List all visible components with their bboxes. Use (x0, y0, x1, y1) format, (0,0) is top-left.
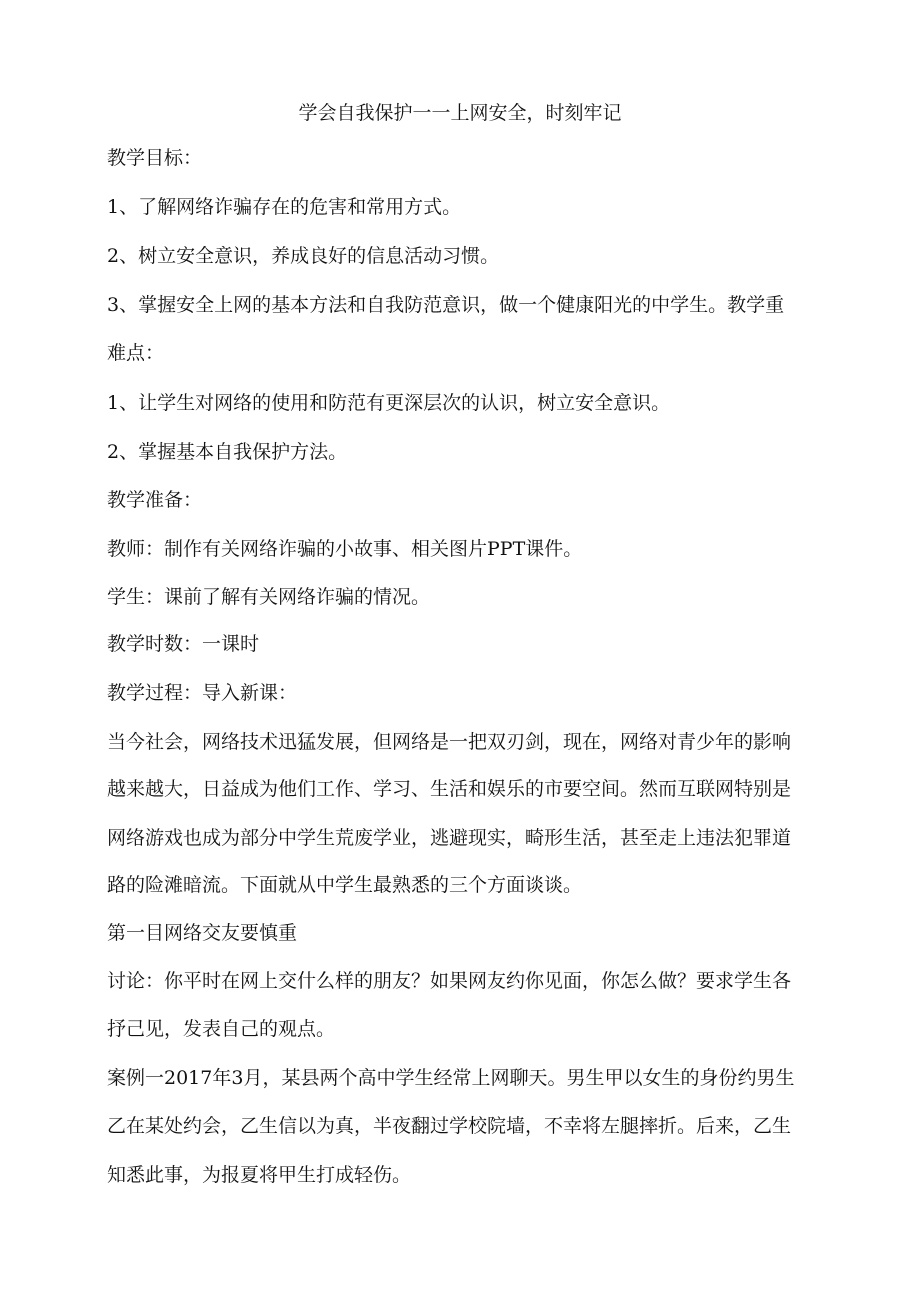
text-line: 教学目标： (107, 147, 203, 169)
text-line: 抒己见，发表自己的观点。 (107, 1018, 336, 1040)
text-line: 学生：课前了解有关网络诈骗的情况。 (107, 586, 431, 608)
text-line: 2、树立安全意识，养成良好的信息活动习惯。 (107, 245, 500, 267)
text-line: 教学时数：一课时 (107, 633, 260, 655)
text-line: 当今社会，网络技术迅猛发展，但网络是一把双刃剑，现在，网络对青少年的影响 (107, 731, 792, 753)
text-line: 第一目网络交友要慎重 (107, 922, 298, 944)
text-line: 教学过程：导入新课： (107, 682, 298, 704)
document-title: 学会自我保护一一上网安全，时刻牢记 (298, 102, 622, 124)
text-line: 讨论：你平时在网上交什么样的朋友？如果网友约你见面，你怎么做？要求学生各 (107, 970, 792, 992)
text-line: 难点： (107, 342, 165, 364)
text-line: 教师：制作有关网络诈骗的小故事、相关图片PPT课件。 (107, 538, 583, 560)
text-line: 知悉此事，为报夏将甲生打成轻伤。 (107, 1164, 412, 1186)
text-line: 案例一2017年3月，某县两个高中学生经常上网聊天。男生甲以女生的身份约男生 (107, 1067, 795, 1089)
text-line: 教学准备： (107, 489, 203, 511)
text-line: 3、掌握安全上网的基本方法和自我防范意识，做一个健康阳光的中学生。教学重 (107, 294, 785, 316)
text-line: 1、让学生对网络的使用和防范有更深层次的认识，树立安全意识。 (107, 392, 671, 414)
text-line: 越来越大，日益成为他们工作、学习、生活和娱乐的市要空间。然而互联网特别是 (107, 778, 792, 800)
text-line: 网络游戏也成为部分中学生荒废学业，逃避现实，畸形生活，甚至走上违法犯罪道 (107, 827, 792, 849)
text-line: 乙在某处约会，乙生信以为真，半夜翻过学校院墙，不幸将左腿摔折。后来，乙生 (107, 1115, 792, 1137)
text-line: 1、了解网络诈骗存在的危害和常用方式。 (107, 196, 462, 218)
text-line: 路的险滩暗流。下面就从中学生最熟悉的三个方面谈谈。 (107, 874, 583, 896)
text-line: 2、掌握基本自我保护方法。 (107, 441, 348, 463)
